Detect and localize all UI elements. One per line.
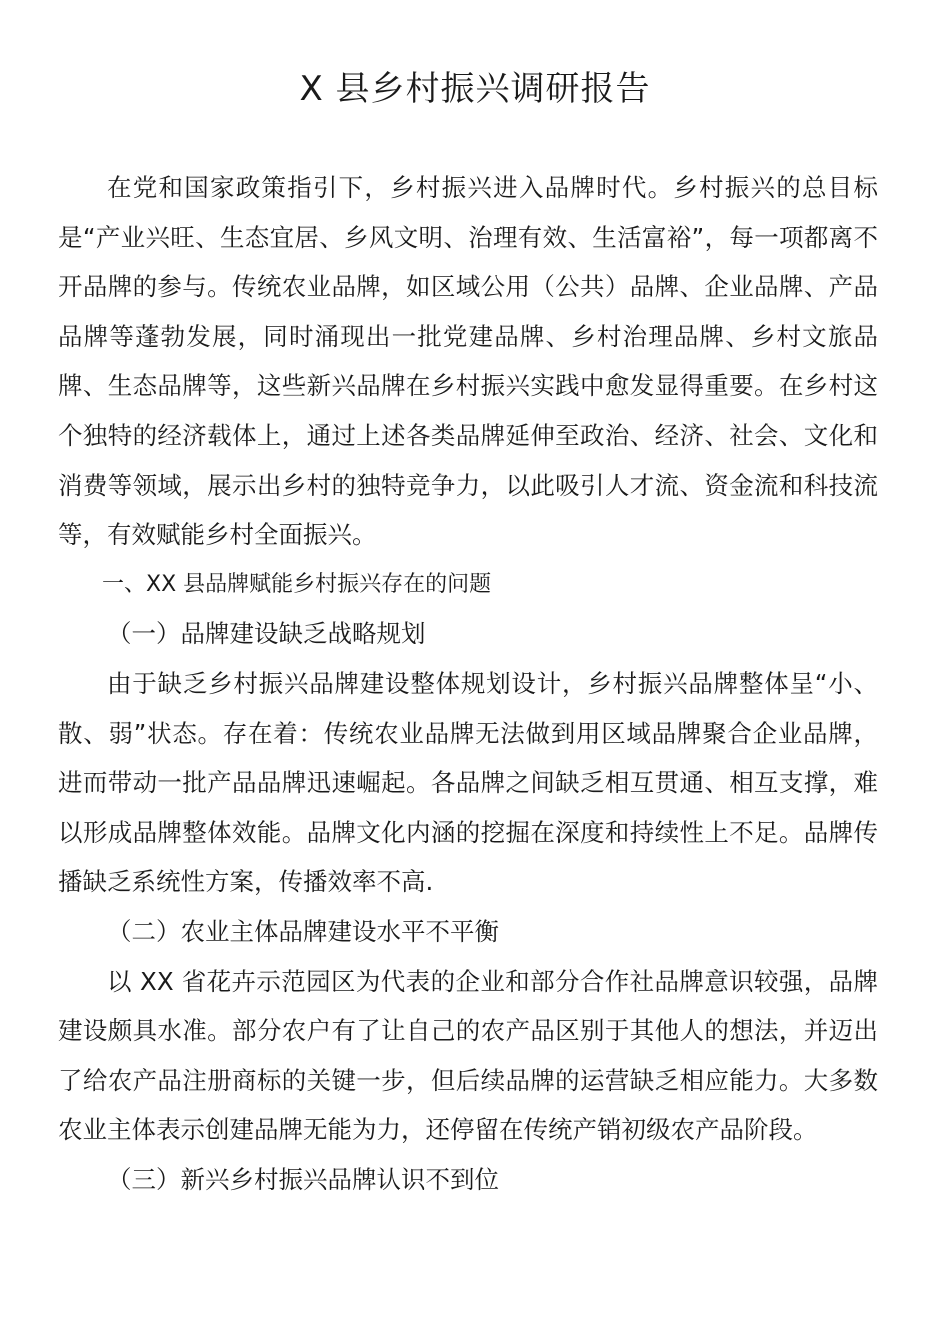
section-1-heading: 一、XX 县品牌赋能乡村振兴存在的问题: [102, 571, 492, 597]
document-title: X 县乡村振兴调研报告: [299, 69, 651, 109]
subsection-3-heading: （三）新兴乡村振兴品牌认识不到位: [107, 1164, 499, 1194]
subsection-1-heading: （一）品牌建设缺乏战略规划: [107, 619, 426, 649]
subsection-2-heading: （二）农业主体品牌建设水平不平衡: [107, 916, 499, 946]
document-body: [58, 163, 878, 1204]
intro-paragraph: 在党和国家政策指引下，乡村振兴进入品牌时代。乡村振兴的总目标是“产业兴旺、生态宜居、乡风文明、治理有效、生活富裕”，每一项都离不开品牌的参与。传统农业品牌，如区域公用（公共）品牌、企业品牌、产品品牌等蓬勃发展，同时涌现出一批党建品牌、乡村治理品牌、乡村文旅品牌、生态品牌等，这些新兴品牌在乡村振兴实践中愈发显得重要。在乡村这个独特的经济载体上，通过上述各类品牌延伸至政治、经济、社会、文化和消费等领域，展示出乡村的独特竞争力，以此吸引人才流、资金流和科技流等，有效赋能乡村全面振兴。: [58, 173, 878, 550]
subsection-1-paragraph: 由于缺乏乡村振兴品牌建设整体规划设计，乡村振兴品牌整体呈“小、散、弱”状态。存在着：传统农业品牌无法做到用区域品牌聚合企业品牌，进而带动一批产品品牌迅速崛起。各品牌之间缺乏相互贯通、相互支撑，难以形成品牌整体效能。品牌文化内涵的挖掘在深度和持续性上不足。品牌传播缺乏系统性方案，传播效率不高.: [58, 668, 878, 897]
subsection-2-paragraph: 以 XX 省花卉示范园区为代表的企业和部分合作社品牌意识较强，品牌建设颇具水准。部分农户有了让自己的农产品区别于其他人的想法，并迈出了给农产品注册商标的关键一步，但后续品牌的运营缺乏相应能力。大多数农业主体表示创建品牌无能为力，还停留在传统产销初级农产品阶段。: [58, 966, 878, 1145]
